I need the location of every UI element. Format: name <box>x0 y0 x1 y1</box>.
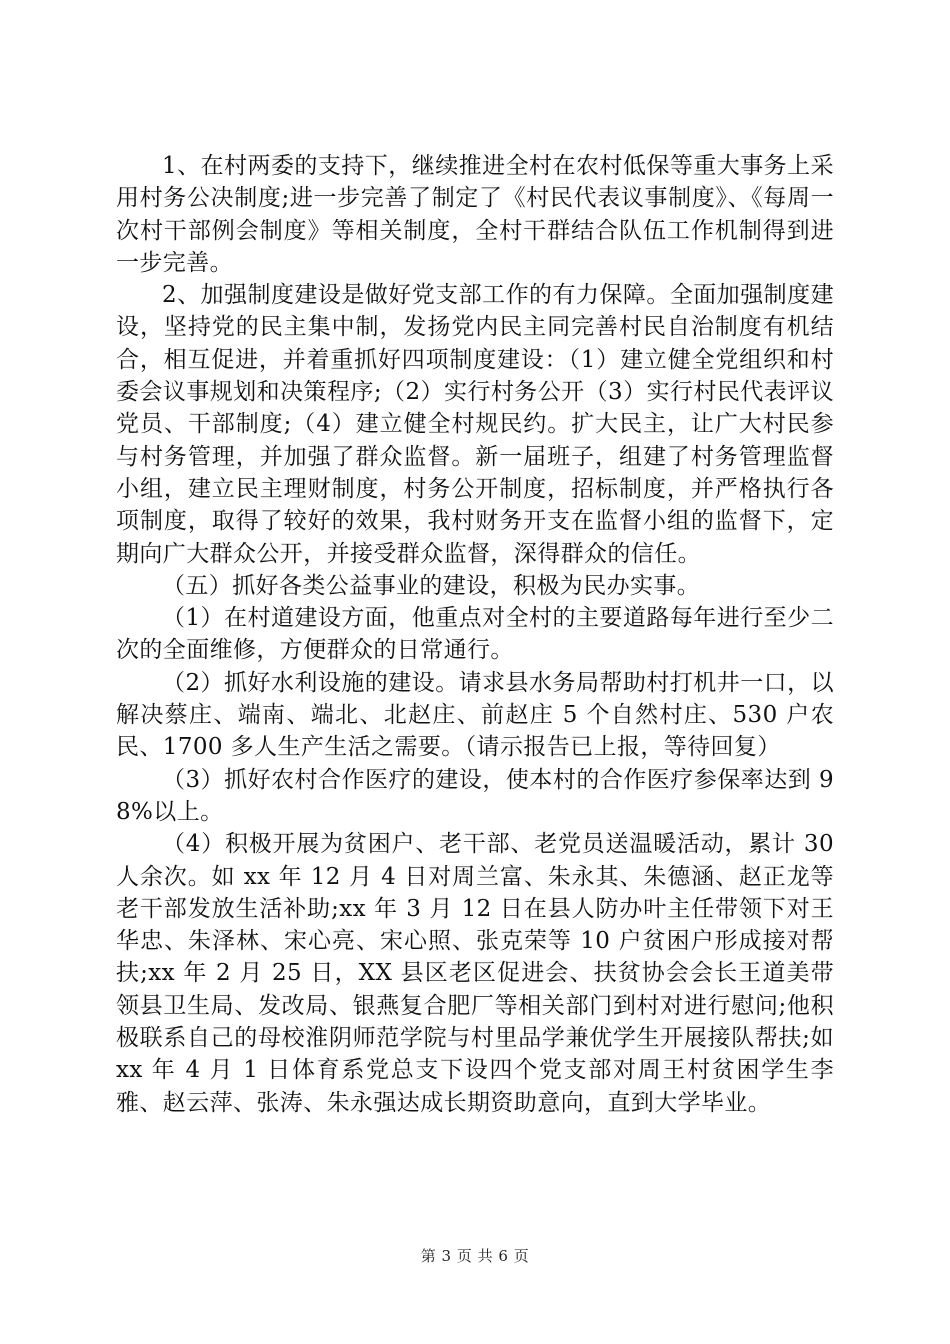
paragraph-1: 1、在村两委的支持下，继续推进全村在农村低保等重大事务上采用村务公决制度;进一步完善了制定了《村民代表议事制度》、《每周一次村干部例会制度》等相关制度，全村干群结合队伍工作机制得到进一步完善。 <box>116 153 834 276</box>
document-body <box>116 150 834 1119</box>
paragraph-4: （1）在村道建设方面，他重点对全村的主要道路每年进行至少二次的全面维修，方便群众的日常通行。 <box>116 605 834 664</box>
paragraph-6: （3）抓好农村合作医疗的建设，使本村的合作医疗参保率达到 98%以上。 <box>116 766 834 825</box>
paragraph-3: （五）抓好各类公益事业的建设，积极为民办实事。 <box>162 572 701 599</box>
paragraph-7: （4）积极开展为贫困户、老干部、老党员送温暖活动，累计 30 人余次。如 xx 年 12 月 4 日对周兰富、朱永其、朱德涵、赵正龙等老干部发放生活补助;xx 年 3 月 12 日在县人防办叶主任带领下对王华忠、朱泽林、宋心亮、宋心照、张克荣等 10 户贫困户形成接对帮扶;xx 年 2 月 25 日，XX 县区老区促进会、扶贫协会会长王道美带领县卫生局、发改局、银燕复合肥厂等相关部门到村对进行慰问;他积极联系自己的母校淮阴师范学院与村里品学兼优学生开展接队帮扶;如 xx 年 4 月 1 日体育系党总支下设四个党支部对周王村贫困学生李雅、赵云萍、张涛、朱永强达成长期资助意向，直到大学毕业。 <box>116 831 834 1116</box>
page-footer: 第 3 页 共 6 页 <box>420 1247 530 1265</box>
paragraph-2: 2、加强制度建设是做好党支部工作的有力保障。全面加强制度建设，坚持党的民主集中制，发扬党内民主同完善村民自治制度有机结合，相互促进，并着重抓好四项制度建设：（1）建立健全党组织和村委会议事规划和决策程序;（2）实行村务公开（3）实行村民代表评议党员、干部制度;（4）建立健全村规民约。扩大民主，让广大村民参与村务管理，并加强了群众监督。新一届班子，组建了村务管理监督小组，建立民主理财制度，村务公开制度，招标制度，并严格执行各项制度，取得了较好的效果，我村财务开支在监督小组的监督下，定期向广大群众公开，并接受群众监督，深得群众的信任。 <box>116 282 834 567</box>
paragraph-5: （2）抓好水利设施的建设。请求县水务局帮助村打机井一口，以解决蔡庄、端南、端北、北赵庄、前赵庄 5 个自然村庄、530 户农民、1700 多人生产生活之需要。（请示报告已上报，等待回复） <box>116 669 834 761</box>
